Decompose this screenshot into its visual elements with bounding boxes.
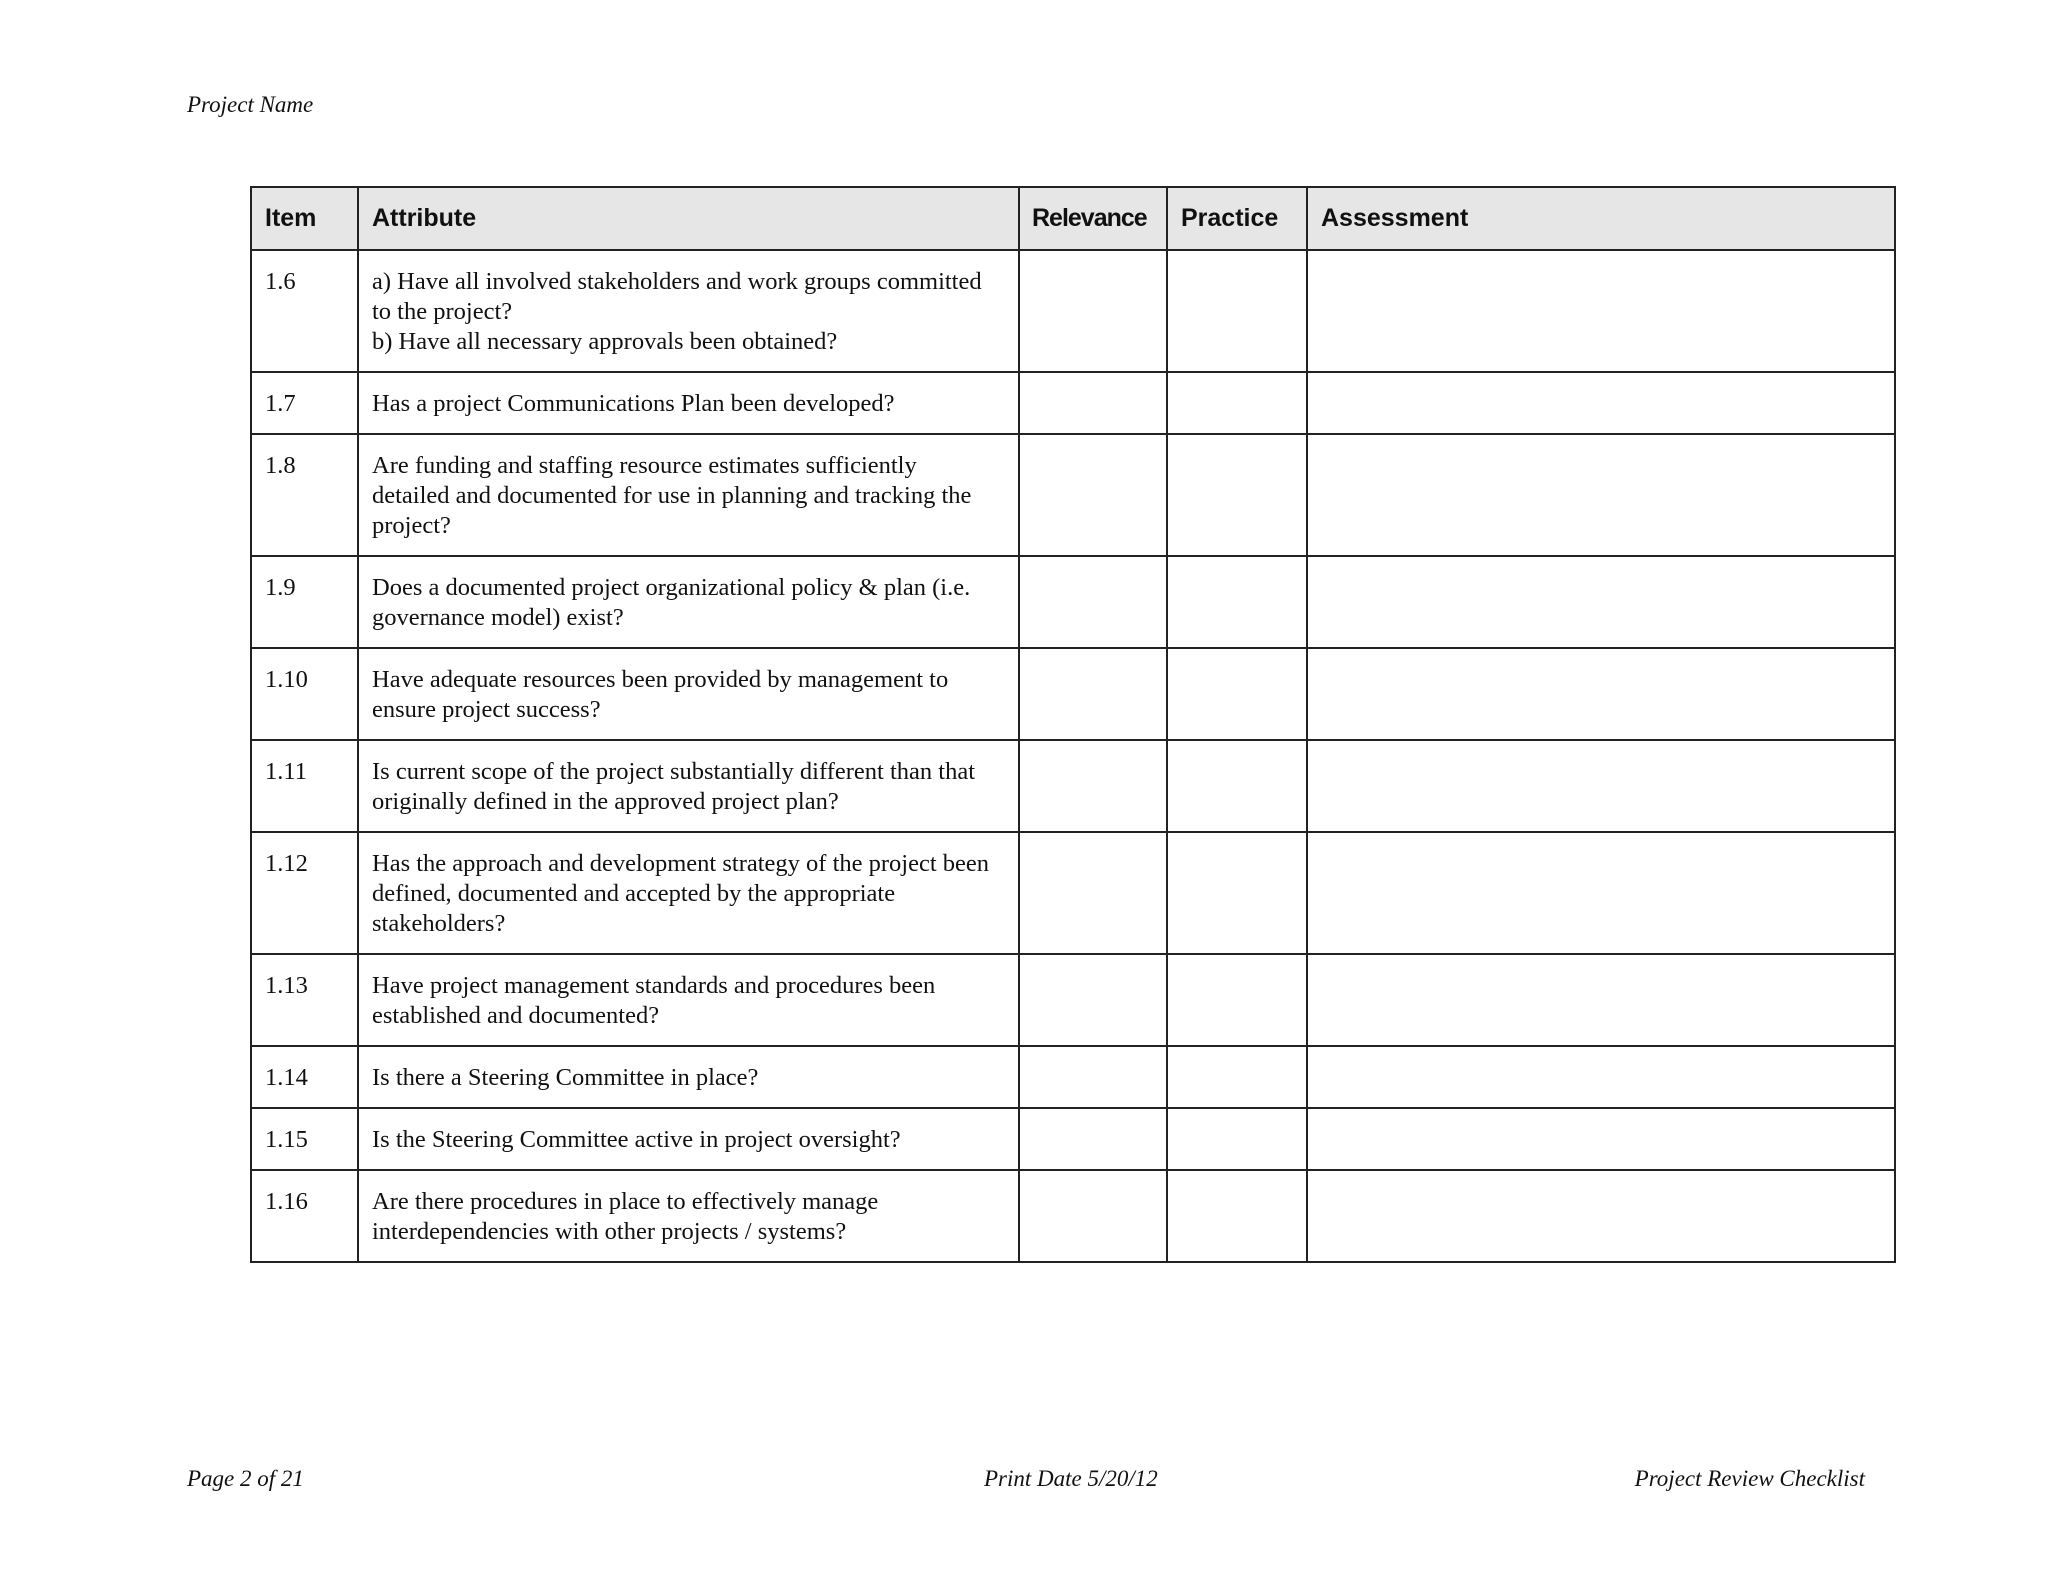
attribute-cell [358,1170,1019,1262]
practice-cell [1167,1170,1307,1262]
table-row [251,1046,1895,1108]
item-number-cell: 1.10 [251,648,358,740]
attribute-cell [358,372,1019,434]
attribute-text: Is current scope of the project substantially different than that originally defined in the approved project plan? [372,758,976,815]
relevance-cell [1019,1170,1167,1262]
column-header-practice: Practice [1167,187,1307,250]
assessment-cell [1307,740,1895,832]
assessment-cell [1307,832,1895,954]
attribute-cell [358,556,1019,648]
relevance-cell [1019,648,1167,740]
attribute-text: Have project management standards and procedures been established and documented? [372,972,936,1029]
attribute-text: Has the approach and development strategy of the project been defined, documented and accepted by the appropriate stakeholders? [372,850,990,937]
attribute-text: Are funding and staffing resource estimates sufficiently detailed and documented for use in planning and tracking the project? [372,452,972,539]
assessment-cell [1307,1108,1895,1170]
table-row [251,1108,1895,1170]
attribute-text: Is the Steering Committee active in project oversight? [372,1126,901,1153]
attribute-cell [358,434,1019,556]
relevance-cell [1019,250,1167,372]
attribute-cell [358,954,1019,1046]
practice-cell [1167,1046,1307,1108]
practice-cell [1167,434,1307,556]
practice-cell [1167,740,1307,832]
item-number-cell: 1.15 [251,1108,358,1170]
item-number-cell: 1.8 [251,434,358,556]
item-number-cell: 1.6 [251,250,358,372]
item-number-cell: 1.14 [251,1046,358,1108]
item-number-cell: 1.7 [251,372,358,434]
table-row [251,1170,1895,1262]
column-header-item: Item [251,187,358,250]
attribute-cell [358,1108,1019,1170]
relevance-cell [1019,1046,1167,1108]
practice-cell [1167,250,1307,372]
column-header-attribute: Attribute [358,187,1019,250]
page-number: Page 2 of 21 [187,1466,304,1491]
assessment-cell [1307,954,1895,1046]
table-row [251,954,1895,1046]
table-body [251,250,1895,1262]
practice-cell [1167,372,1307,434]
attribute-cell [358,1046,1019,1108]
attribute-text: Are there procedures in place to effectively manage interdependencies with other projects / systems? [372,1188,879,1245]
relevance-cell [1019,954,1167,1046]
attribute-cell [358,832,1019,954]
table-row [251,556,1895,648]
review-checklist-table [250,186,1896,1263]
assessment-cell [1307,372,1895,434]
table-row [251,832,1895,954]
document-title: Project Review Checklist [1634,1466,1865,1491]
attribute-text: Has a project Communications Plan been developed? [372,390,895,417]
item-number-cell: 1.12 [251,832,358,954]
attribute-text: b) Have all necessary approvals been obtained? [372,328,838,355]
relevance-cell [1019,740,1167,832]
assessment-cell [1307,1170,1895,1262]
attribute-text: a) Have all involved stakeholders and work groups committed to the project? [372,268,982,325]
assessment-cell [1307,1046,1895,1108]
relevance-cell [1019,1108,1167,1170]
column-header-assessment: Assessment [1307,187,1895,250]
attribute-text: Is there a Steering Committee in place? [372,1064,759,1091]
table-row [251,740,1895,832]
assessment-cell [1307,648,1895,740]
item-number-cell: 1.16 [251,1170,358,1262]
table-row [251,372,1895,434]
column-header-relevance: Relevance [1019,187,1167,250]
practice-cell [1167,556,1307,648]
attribute-text: Does a documented project organizational policy & plan (i.e. governance model) exist? [372,574,971,631]
relevance-cell [1019,556,1167,648]
project-name-header: Project Name [187,92,314,117]
item-number-cell: 1.13 [251,954,358,1046]
attribute-cell [358,740,1019,832]
relevance-cell [1019,832,1167,954]
table-header-row [251,187,1895,250]
print-date: Print Date 5/20/12 [984,1466,1158,1491]
assessment-cell [1307,250,1895,372]
table-row [251,648,1895,740]
assessment-cell [1307,556,1895,648]
attribute-cell [358,648,1019,740]
attribute-cell [358,250,1019,372]
practice-cell [1167,648,1307,740]
table-row [251,434,1895,556]
assessment-cell [1307,434,1895,556]
table-row [251,250,1895,372]
attribute-text: Have adequate resources been provided by management to ensure project success? [372,666,949,723]
relevance-cell [1019,434,1167,556]
item-number-cell: 1.9 [251,556,358,648]
practice-cell [1167,832,1307,954]
relevance-cell [1019,372,1167,434]
practice-cell [1167,954,1307,1046]
practice-cell [1167,1108,1307,1170]
item-number-cell: 1.11 [251,740,358,832]
